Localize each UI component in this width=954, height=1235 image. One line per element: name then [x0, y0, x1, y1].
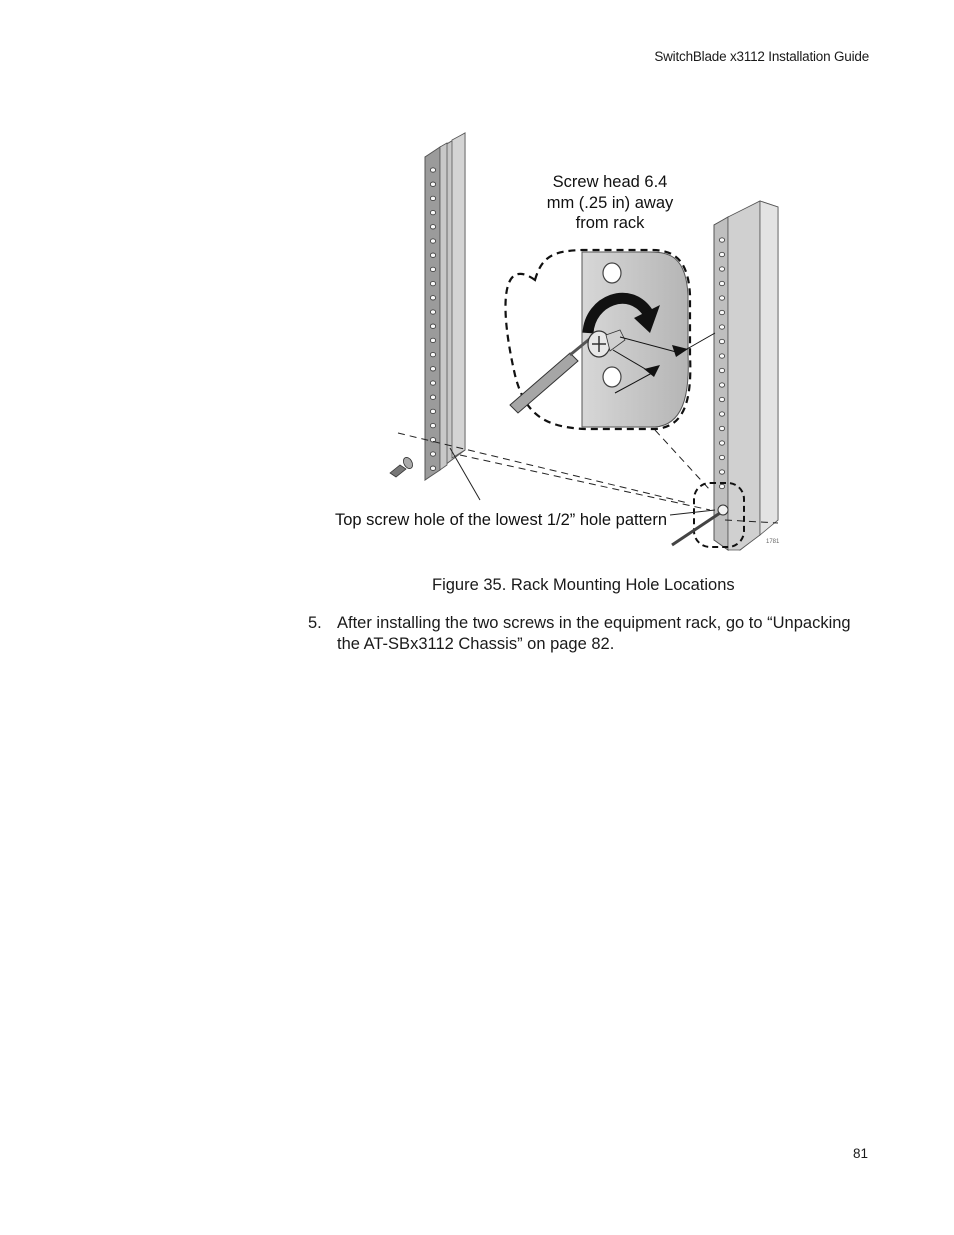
upper-hole: [603, 263, 621, 283]
rack-hole: [430, 338, 435, 342]
rack-hole: [430, 367, 435, 371]
rack-hole: [719, 455, 724, 459]
rack-hole: [430, 423, 435, 427]
rack-hole: [719, 441, 724, 445]
rack-hole: [430, 196, 435, 200]
rack-hole: [430, 438, 435, 442]
rack-hole: [430, 210, 435, 214]
rack-hole: [430, 324, 435, 328]
rack-hole: [430, 352, 435, 356]
right-rail: [714, 201, 778, 550]
screw-head-label: Screw head 6.4 mm (.25 in) away from rack: [546, 173, 674, 232]
rack-hole: [719, 310, 724, 314]
rack-hole: [430, 296, 435, 300]
rack-hole: [719, 325, 724, 329]
rack-hole: [719, 354, 724, 358]
rack-hole: [430, 281, 435, 285]
rack-hole: [719, 368, 724, 372]
page-number: 81: [852, 1146, 868, 1161]
rack-hole: [430, 381, 435, 385]
rack-hole: [719, 267, 724, 271]
rack-hole: [719, 281, 724, 285]
rack-hole: [430, 409, 435, 413]
rack-hole: [719, 238, 724, 242]
rack-hole: [430, 253, 435, 257]
rack-hole: [719, 339, 724, 343]
rack-hole: [719, 484, 724, 488]
step-number: 5.: [308, 614, 322, 632]
rack-hole: [719, 426, 724, 430]
rack-hole: [719, 252, 724, 256]
zoom-detail: [505, 250, 715, 429]
art-number: 1781: [766, 539, 780, 545]
rack-hole: [430, 182, 435, 186]
rack-hole: [719, 412, 724, 416]
running-header: SwitchBlade x3112 Installation Guide: [654, 49, 869, 64]
step-text: After installing the two screws in the equipment rack, go to “Unpacking the AT-SBx3112 Chassis” on page 82.: [337, 614, 851, 653]
rack-hole: [430, 267, 435, 271]
rack-hole: [719, 397, 724, 401]
rack-hole: [430, 225, 435, 229]
rack-hole: [719, 383, 724, 387]
left-rail: [425, 133, 465, 480]
rack-hole: [430, 452, 435, 456]
rack-hole: [430, 310, 435, 314]
rack-hole: [719, 470, 724, 474]
figure-caption: Figure 35. Rack Mounting Hole Locations: [432, 576, 735, 594]
lower-hole: [603, 367, 621, 387]
rack-hole: [430, 239, 435, 243]
rack-mounting-figure: [320, 125, 790, 555]
rack-hole: [430, 168, 435, 172]
loose-screw-icon: [390, 456, 414, 477]
hole-pattern-label: Top screw hole of the lowest 1/2” hole pattern: [335, 511, 668, 529]
rack-hole: [719, 296, 724, 300]
rack-hole: [430, 395, 435, 399]
rack-hole: [430, 466, 435, 470]
